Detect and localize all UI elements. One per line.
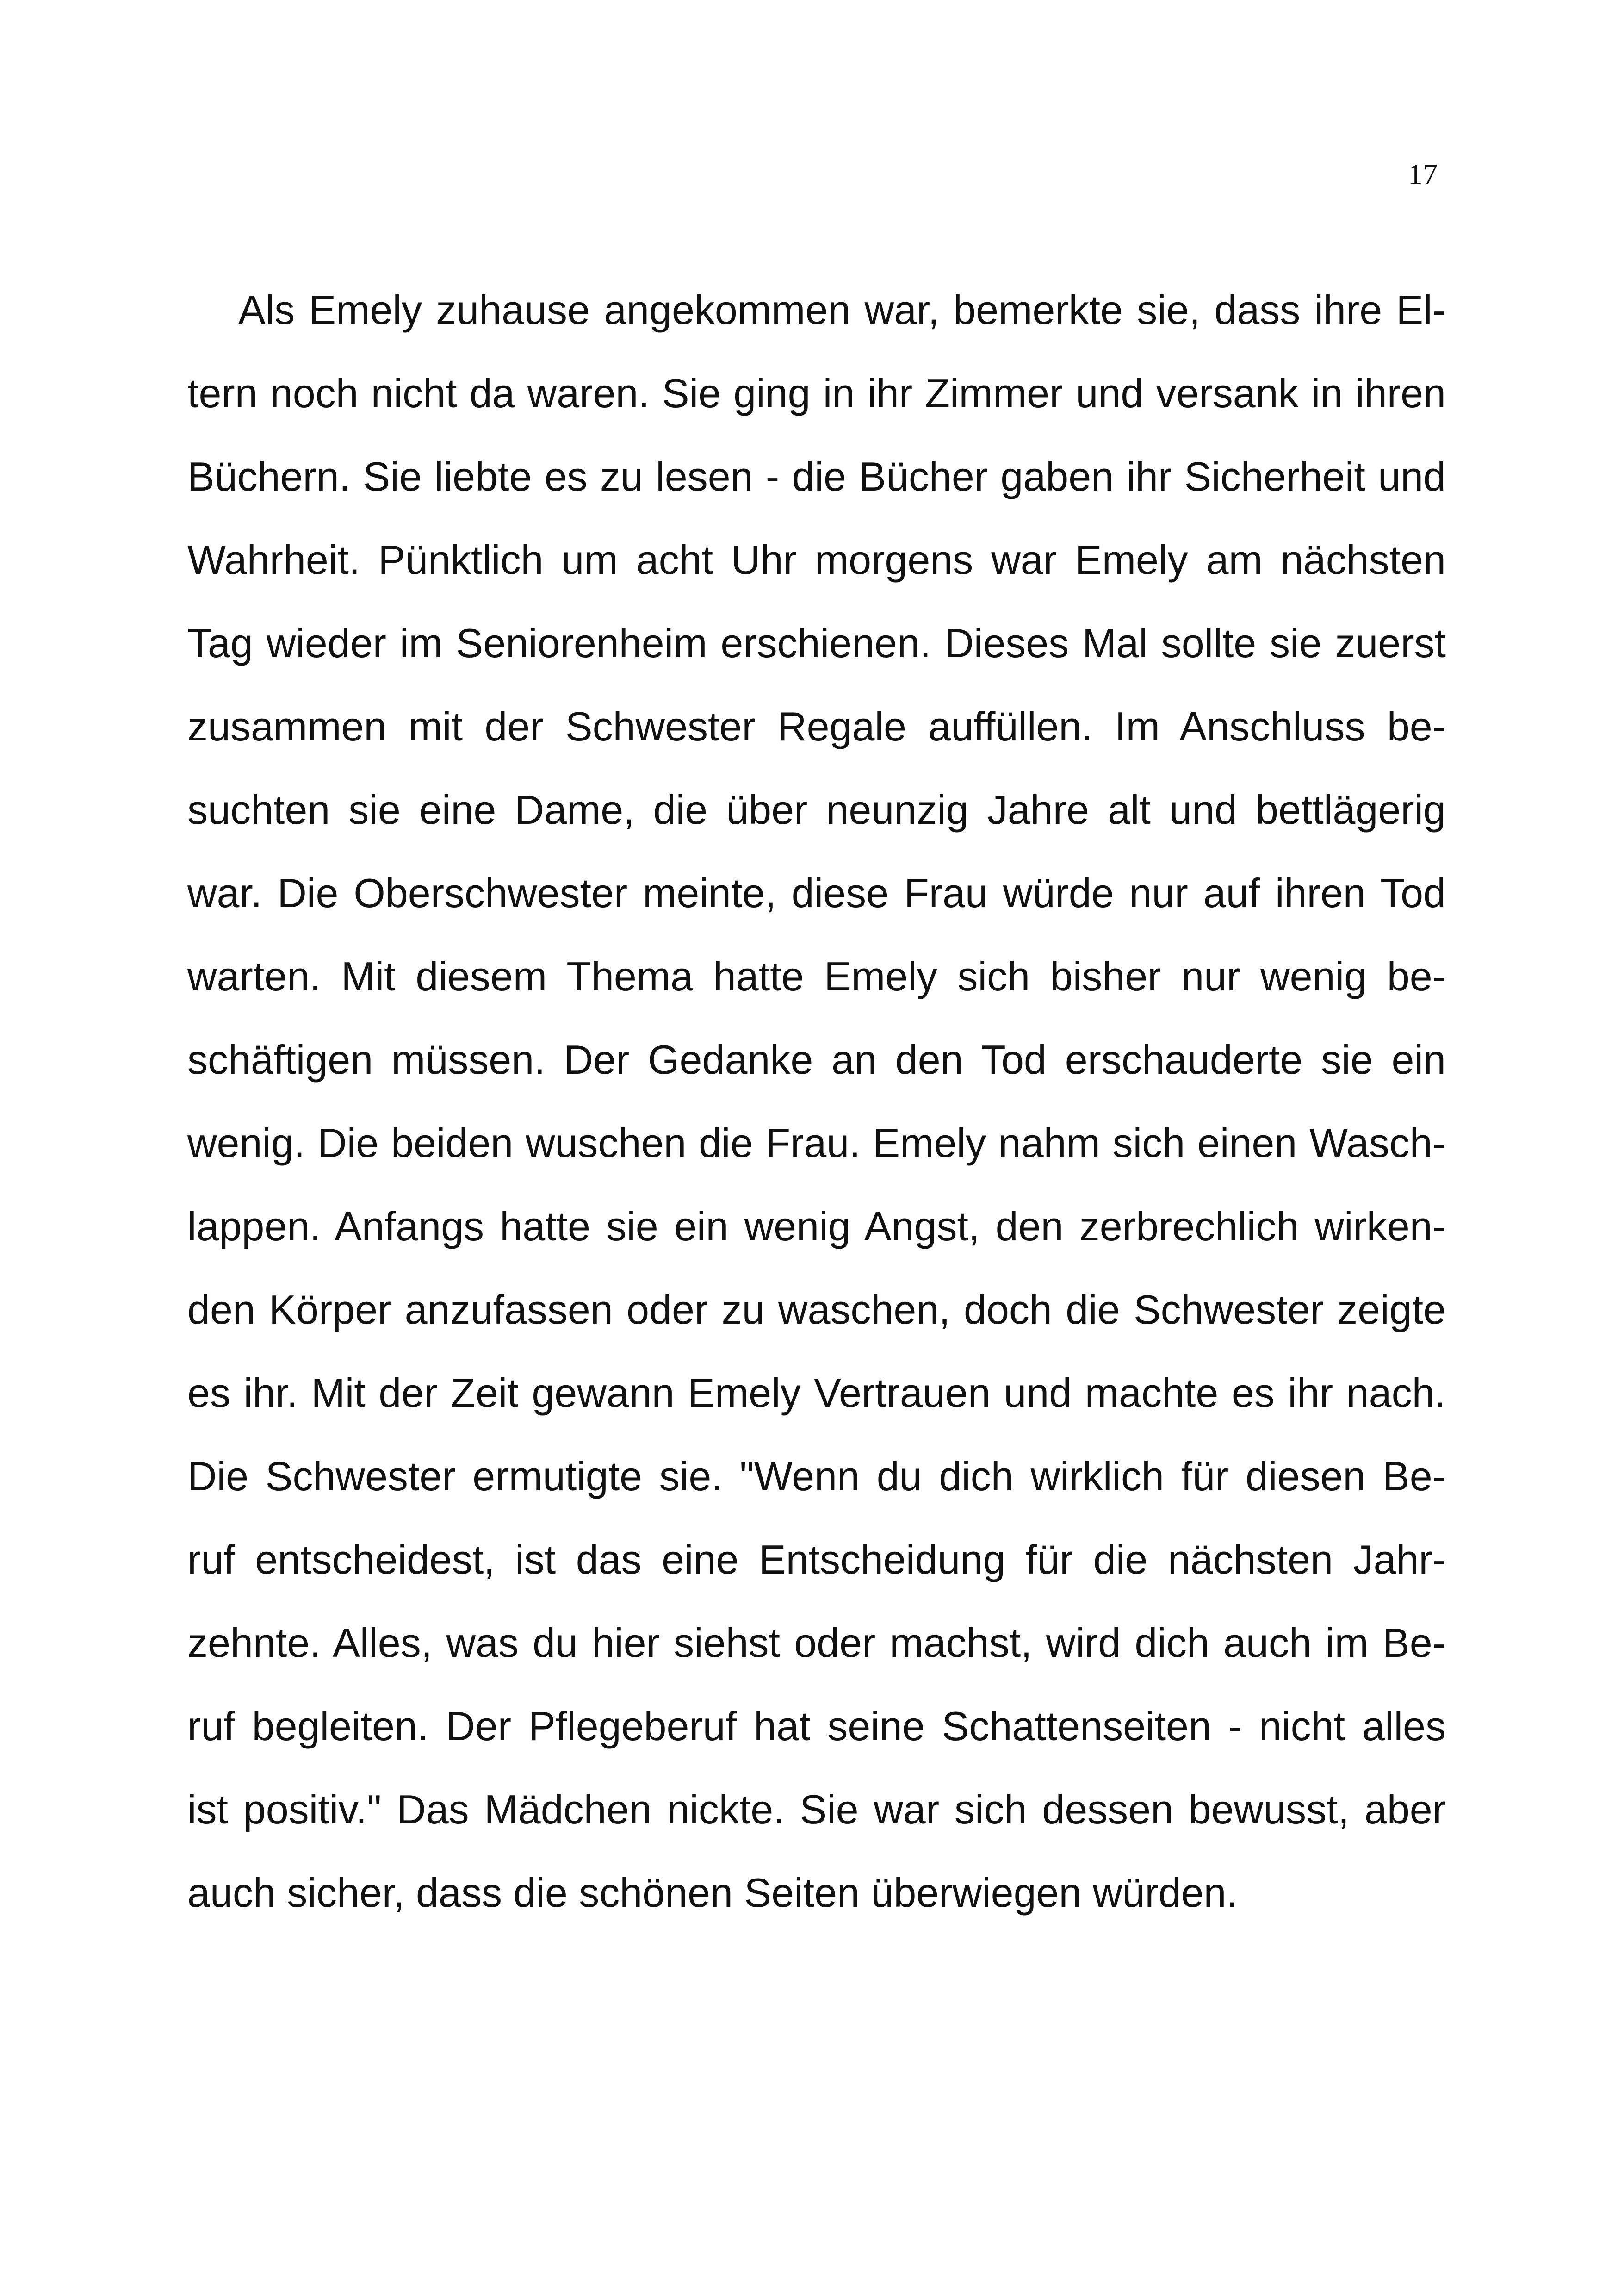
- paragraph-line-9: warten. Mit diesem Thema hatte Emely sich bisher nur wenig be-: [187, 953, 1446, 999]
- paragraph-line-16: ruf entscheidest, ist das eine Entscheidung für die nächsten Jahr-: [187, 1537, 1446, 1582]
- page-number: 17: [1408, 158, 1438, 191]
- paragraph-line-4: Wahrheit. Pünktlich um acht Uhr morgens war Emely am nächsten: [187, 537, 1446, 583]
- paragraph-line-19: ist positiv." Das Mädchen nickte. Sie war sich dessen bewusst, aber: [187, 1786, 1446, 1832]
- paragraph-line-13: den Körper anzufassen oder zu waschen, doch die Schwester zeigte: [187, 1287, 1446, 1332]
- paragraph-line-1: Als Emely zuhause angekommen war, bemerkte sie, dass ihre El-: [238, 287, 1446, 333]
- paragraph-line-8: war. Die Oberschwester meinte, diese Frau würde nur auf ihren Tod: [187, 870, 1446, 916]
- body-paragraph: [187, 268, 1446, 1935]
- paragraph-line-20: auch sicher, dass die schönen Seiten überwiegen würden.: [187, 1870, 1238, 1916]
- paragraph-line-18: ruf begleiten. Der Pflegeberuf hat seine Schattenseiten - nicht alles: [187, 1703, 1446, 1749]
- paragraph-line-15: Die Schwester ermutigte sie. "Wenn du dich wirklich für diesen Be-: [187, 1453, 1446, 1499]
- paragraph-line-14: es ihr. Mit der Zeit gewann Emely Vertrauen und machte es ihr nach.: [187, 1370, 1446, 1416]
- paragraph-line-10: schäftigen müssen. Der Gedanke an den Tod erschauderte sie ein: [187, 1037, 1446, 1083]
- paragraph-line-5: Tag wieder im Seniorenheim erschienen. Dieses Mal sollte sie zuerst: [187, 620, 1446, 666]
- paragraph-line-7: suchten sie eine Dame, die über neunzig Jahre alt und bettlägerig: [187, 787, 1446, 833]
- paragraph-line-6: zusammen mit der Schwester Regale auffüllen. Im Anschluss be-: [187, 703, 1446, 749]
- paragraph-line-12: lappen. Anfangs hatte sie ein wenig Angst, den zerbrechlich wirken-: [187, 1203, 1446, 1249]
- paragraph-line-11: wenig. Die beiden wuschen die Frau. Emely nahm sich einen Wasch-: [187, 1120, 1446, 1166]
- paragraph-line-2: tern noch nicht da waren. Sie ging in ihr Zimmer und versank in ihren: [187, 370, 1446, 416]
- paragraph-line-17: zehnte. Alles, was du hier siehst oder machst, wird dich auch im Be-: [187, 1620, 1446, 1666]
- paragraph-line-3: Büchern. Sie liebte es zu lesen - die Bücher gaben ihr Sicherheit und: [187, 454, 1446, 499]
